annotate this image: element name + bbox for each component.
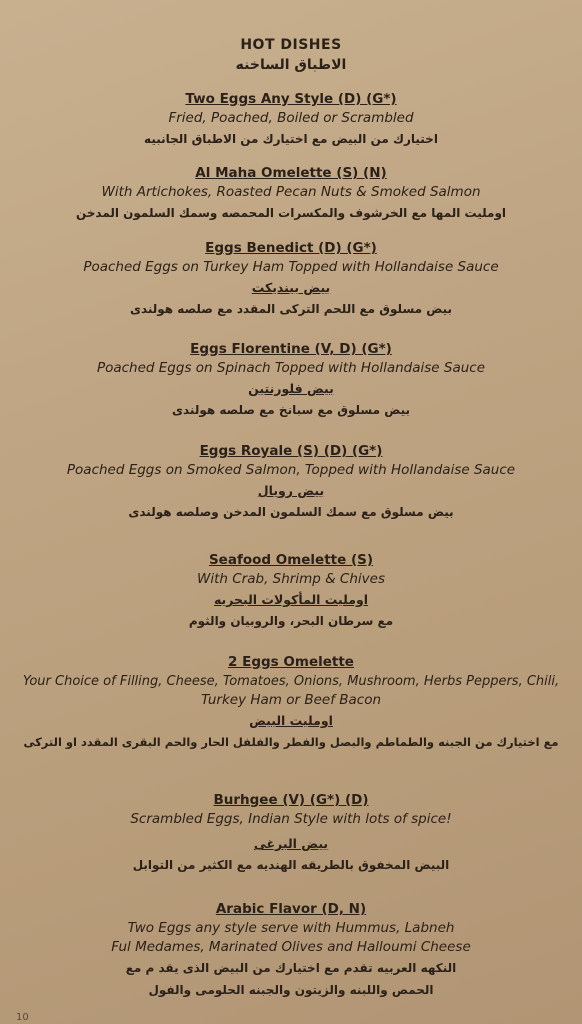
dish-description-arabic: مع سرطان البحر، والروبيان والثوم bbox=[188, 614, 394, 628]
dish-description-arabic: البيض المخفوق بالطريقه الهنديه مع الكثير من التوابل bbox=[132, 858, 450, 872]
dish-description: With Artichokes, Roasted Pecan Nuts & Smoked Salmon bbox=[101, 184, 481, 200]
dish-description: Turkey Ham or Beef Bacon bbox=[200, 692, 382, 708]
dish-name-arabic: اومليت البيض bbox=[249, 713, 333, 728]
dish-name: Eggs Benedict (D) (G*) bbox=[205, 240, 377, 256]
dish-item bbox=[0, 442, 582, 523]
dish-description: Poached Eggs on Smoked Salmon, Topped with Hollandaise Sauce bbox=[66, 462, 516, 478]
dish-description: With Crab, Shrimp & Chives bbox=[197, 571, 385, 587]
dish-name-arabic: بيض البرغى bbox=[253, 836, 329, 851]
dish-description: Ful Medames, Marinated Olives and Halloumi Cheese bbox=[111, 939, 471, 955]
dish-item bbox=[0, 900, 582, 1001]
dish-name-arabic: بيض بينديكت bbox=[251, 280, 331, 295]
dish-description-arabic: مع اختيارك من الجبنه والطماطم والبصل والفطر والفلفل الحار والحم البقرى المقدد او التركى bbox=[23, 735, 559, 749]
dish-description: Two Eggs any style serve with Hummus, Labneh bbox=[127, 920, 455, 936]
dish-item bbox=[0, 239, 582, 320]
dish-description: Poached Eggs on Turkey Ham Topped with Hollandaise Sauce bbox=[83, 259, 499, 275]
dish-description-arabic: الحمص واللبنه والزيتون والجبنه الحلومى والفول bbox=[148, 983, 434, 997]
dish-description-arabic: اومليت المها مع الخرشوف والمكسرات المحمصه وسمك السلمون المدخن bbox=[75, 206, 507, 220]
dish-description: Fried, Poached, Boiled or Scrambled bbox=[168, 110, 414, 126]
dish-item bbox=[0, 90, 582, 150]
dish-item bbox=[0, 653, 582, 753]
dish-description-arabic: النكهه العربيه تقدم مع اختيارك من البيض الذى يقد م مع bbox=[125, 961, 457, 975]
page-number: 10 bbox=[16, 1012, 29, 1023]
section-title-arabic: الاطباق الساخنه bbox=[235, 57, 347, 73]
dish-description: Scrambled Eggs, Indian Style with lots of spice! bbox=[130, 811, 452, 827]
dish-name: Arabic Flavor (D, N) bbox=[215, 901, 367, 917]
dish-description-arabic: بيض مسلوق مع سمك السلمون المدخن وصلصه هولندى bbox=[128, 505, 454, 519]
dish-item bbox=[0, 551, 582, 632]
dish-name: Two Eggs Any Style (D) (G*) bbox=[185, 91, 397, 107]
dish-item bbox=[0, 791, 582, 876]
dish-description-arabic: بيض مسلوق مع سبانخ مع صلصه هولندى bbox=[171, 403, 411, 417]
dish-description: Poached Eggs on Spinach Topped with Hollandaise Sauce bbox=[96, 360, 486, 376]
dish-name: Burhgee (V) (G*) (D) bbox=[213, 792, 369, 808]
dish-description: Your Choice of Filling, Cheese, Tomatoes, Onions, Mushroom, Herbs Peppers, Chili, bbox=[22, 674, 560, 689]
dish-name: 2 Eggs Omelette bbox=[228, 654, 354, 670]
dish-name-arabic: اومليت المأكولات البحريه bbox=[213, 592, 369, 607]
dish-name: Eggs Royale (S) (D) (G*) bbox=[199, 443, 383, 459]
dish-name-arabic: بيض رويال bbox=[257, 483, 325, 498]
dish-name: Eggs Florentine (V, D) (G*) bbox=[190, 341, 392, 357]
dish-name: Al Maha Omelette (S) (N) bbox=[195, 165, 387, 181]
dish-description-arabic: اختيارك من البيض مع اختيارك من الاطباق الجانبيه bbox=[144, 132, 438, 146]
dish-name-arabic: بيض فلورنتين bbox=[248, 381, 334, 396]
dish-name: Seafood Omelette (S) bbox=[208, 552, 374, 568]
section-title: HOT DISHES bbox=[240, 37, 342, 53]
dish-item bbox=[0, 340, 582, 421]
dish-item bbox=[0, 164, 582, 224]
dish-description-arabic: بيض مسلوق مع اللحم التركى المقدد مع صلصه هولندى bbox=[129, 302, 453, 316]
